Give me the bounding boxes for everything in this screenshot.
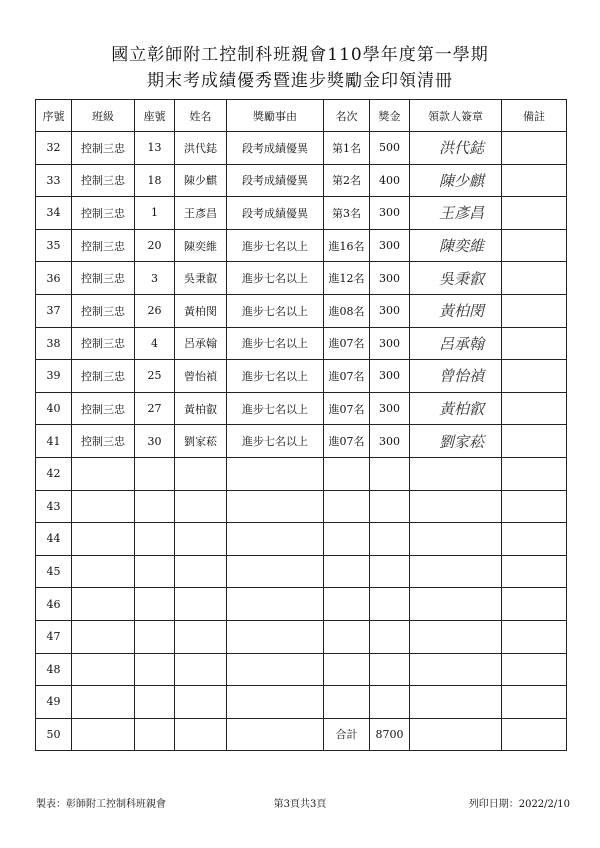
table-row — [36, 555, 567, 588]
cell-seq: 36 — [36, 262, 72, 295]
cell-amount — [370, 555, 410, 588]
table-row — [36, 262, 567, 295]
cell-rank — [324, 653, 370, 686]
cell-name — [175, 718, 227, 751]
cell-name — [175, 588, 227, 621]
cell-seat — [135, 490, 175, 523]
cell-class: 控制三忠 — [72, 360, 135, 393]
cell-class — [72, 686, 135, 719]
table-row — [36, 523, 567, 556]
table-row — [36, 686, 567, 719]
cell-class: 控制三忠 — [72, 164, 135, 197]
cell-name — [175, 620, 227, 653]
cell-rank: 第3名 — [324, 197, 370, 230]
cell-rank — [324, 555, 370, 588]
cell-amount: 300 — [370, 360, 410, 393]
header-reason: 獎勵事由 — [227, 100, 324, 132]
cell-seq: 50 — [36, 718, 72, 751]
cell-remarks — [502, 164, 567, 197]
cell-seat — [135, 620, 175, 653]
cell-reason: 進步七名以上 — [227, 327, 324, 360]
cell-signature — [410, 718, 502, 751]
document-subtitle: 期末考成績優秀暨進步獎勵金印領清冊 — [147, 71, 453, 91]
award-roster-table — [35, 99, 567, 751]
table-row — [36, 457, 567, 490]
cell-seat: 1 — [135, 197, 175, 230]
cell-seat — [135, 653, 175, 686]
cell-name: 陳奕維 — [175, 229, 227, 262]
cell-remarks — [502, 392, 567, 425]
cell-seat — [135, 686, 175, 719]
footer-maker: 製表：彰師附工控制科班親會 — [36, 799, 166, 810]
cell-remarks — [502, 132, 567, 165]
table-header-row — [36, 100, 567, 132]
cell-rank — [324, 457, 370, 490]
cell-seq: 49 — [36, 686, 72, 719]
cell-signature: 洪代鋕 — [410, 132, 502, 165]
table-row — [36, 718, 567, 751]
cell-reason: 進步七名以上 — [227, 262, 324, 295]
table-body — [36, 132, 567, 751]
cell-signature: 吳秉叡 — [410, 262, 502, 295]
cell-rank — [324, 588, 370, 621]
table-row — [36, 229, 567, 262]
cell-seq: 40 — [36, 392, 72, 425]
cell-class — [72, 523, 135, 556]
cell-signature — [410, 653, 502, 686]
cell-class: 控制三忠 — [72, 262, 135, 295]
cell-amount: 300 — [370, 425, 410, 458]
cell-seat: 20 — [135, 229, 175, 262]
footer-page-number: 第3頁共3頁 — [273, 799, 327, 810]
cell-reason — [227, 523, 324, 556]
cell-rank: 合計 — [324, 718, 370, 751]
header-seat: 座號 — [135, 100, 175, 132]
cell-amount: 300 — [370, 392, 410, 425]
cell-signature: 曾怡禎 — [410, 360, 502, 393]
cell-class: 控制三忠 — [72, 229, 135, 262]
cell-amount — [370, 620, 410, 653]
table-row — [36, 490, 567, 523]
cell-name — [175, 490, 227, 523]
cell-seat: 25 — [135, 360, 175, 393]
cell-seq: 37 — [36, 294, 72, 327]
cell-seq: 41 — [36, 425, 72, 458]
cell-seat: 26 — [135, 294, 175, 327]
cell-signature — [410, 620, 502, 653]
header-seq: 序號 — [36, 100, 72, 132]
cell-reason: 進步七名以上 — [227, 392, 324, 425]
cell-reason: 進步七名以上 — [227, 294, 324, 327]
header-name: 姓名 — [175, 100, 227, 132]
cell-seat: 30 — [135, 425, 175, 458]
cell-reason: 段考成績優異 — [227, 132, 324, 165]
cell-remarks — [502, 425, 567, 458]
cell-class — [72, 555, 135, 588]
cell-name: 黃柏叡 — [175, 392, 227, 425]
cell-amount: 300 — [370, 294, 410, 327]
cell-name: 洪代鋕 — [175, 132, 227, 165]
cell-seat: 13 — [135, 132, 175, 165]
cell-class — [72, 653, 135, 686]
table-row — [36, 360, 567, 393]
cell-amount: 300 — [370, 327, 410, 360]
cell-name: 劉家菘 — [175, 425, 227, 458]
cell-seq: 46 — [36, 588, 72, 621]
cell-remarks — [502, 523, 567, 556]
cell-amount — [370, 523, 410, 556]
cell-rank — [324, 620, 370, 653]
cell-signature — [410, 588, 502, 621]
table-row — [36, 425, 567, 458]
cell-name: 吳秉叡 — [175, 262, 227, 295]
header-remarks: 備註 — [502, 100, 567, 132]
cell-amount — [370, 588, 410, 621]
cell-signature — [410, 457, 502, 490]
cell-seq: 34 — [36, 197, 72, 230]
header-class: 班級 — [72, 100, 135, 132]
cell-name — [175, 555, 227, 588]
cell-seat: 18 — [135, 164, 175, 197]
cell-class — [72, 457, 135, 490]
cell-class — [72, 620, 135, 653]
cell-signature: 黃柏閔 — [410, 294, 502, 327]
cell-reason — [227, 620, 324, 653]
cell-seat — [135, 718, 175, 751]
cell-name: 王彥昌 — [175, 197, 227, 230]
cell-rank: 進07名 — [324, 425, 370, 458]
cell-remarks — [502, 555, 567, 588]
cell-signature: 呂承翰 — [410, 327, 502, 360]
cell-reason — [227, 653, 324, 686]
cell-name — [175, 457, 227, 490]
table-row — [36, 588, 567, 621]
cell-remarks — [502, 360, 567, 393]
cell-name — [175, 653, 227, 686]
cell-amount — [370, 653, 410, 686]
cell-seq: 47 — [36, 620, 72, 653]
cell-reason: 段考成績優異 — [227, 197, 324, 230]
cell-amount: 8700 — [370, 718, 410, 751]
cell-class: 控制三忠 — [72, 197, 135, 230]
cell-seat: 3 — [135, 262, 175, 295]
cell-rank: 進07名 — [324, 327, 370, 360]
table-row — [36, 197, 567, 230]
cell-signature — [410, 555, 502, 588]
cell-signature: 黃柏叡 — [410, 392, 502, 425]
cell-rank — [324, 523, 370, 556]
cell-seat: 27 — [135, 392, 175, 425]
cell-seq: 39 — [36, 360, 72, 393]
table-row — [36, 392, 567, 425]
cell-class — [72, 718, 135, 751]
cell-rank — [324, 686, 370, 719]
cell-remarks — [502, 653, 567, 686]
cell-seat — [135, 588, 175, 621]
cell-seq: 42 — [36, 457, 72, 490]
cell-seq: 48 — [36, 653, 72, 686]
cell-seq: 35 — [36, 229, 72, 262]
cell-amount: 300 — [370, 262, 410, 295]
cell-remarks — [502, 620, 567, 653]
cell-remarks — [502, 718, 567, 751]
cell-remarks — [502, 490, 567, 523]
cell-rank: 進08名 — [324, 294, 370, 327]
header-signature: 領款人簽章 — [410, 100, 502, 132]
cell-class — [72, 490, 135, 523]
cell-reason: 進步七名以上 — [227, 229, 324, 262]
cell-reason — [227, 588, 324, 621]
cell-reason — [227, 686, 324, 719]
table-row — [36, 653, 567, 686]
cell-rank: 進12名 — [324, 262, 370, 295]
cell-remarks — [502, 686, 567, 719]
footer-print-date: 列印日期：2022/2/10 — [468, 799, 570, 810]
cell-amount — [370, 457, 410, 490]
cell-remarks — [502, 229, 567, 262]
cell-amount — [370, 686, 410, 719]
cell-name: 曾怡禎 — [175, 360, 227, 393]
cell-seat — [135, 457, 175, 490]
cell-class — [72, 588, 135, 621]
cell-rank: 進16名 — [324, 229, 370, 262]
cell-reason — [227, 555, 324, 588]
cell-seq: 45 — [36, 555, 72, 588]
cell-reason: 進步七名以上 — [227, 360, 324, 393]
cell-seq: 33 — [36, 164, 72, 197]
cell-signature: 陳奕維 — [410, 229, 502, 262]
cell-class: 控制三忠 — [72, 425, 135, 458]
cell-rank: 第1名 — [324, 132, 370, 165]
cell-rank: 第2名 — [324, 164, 370, 197]
cell-signature — [410, 686, 502, 719]
cell-name — [175, 686, 227, 719]
cell-class: 控制三忠 — [72, 132, 135, 165]
document-title: 國立彰師附工控制科班親會110學年度第一學期 — [111, 45, 489, 65]
table-row — [36, 132, 567, 165]
cell-name — [175, 523, 227, 556]
cell-rank: 進07名 — [324, 392, 370, 425]
table-row — [36, 164, 567, 197]
cell-seq: 32 — [36, 132, 72, 165]
cell-remarks — [502, 262, 567, 295]
cell-reason: 進步七名以上 — [227, 425, 324, 458]
cell-signature — [410, 490, 502, 523]
cell-class: 控制三忠 — [72, 392, 135, 425]
cell-seat: 4 — [135, 327, 175, 360]
cell-seat — [135, 555, 175, 588]
cell-remarks — [502, 294, 567, 327]
header-amount: 獎金 — [370, 100, 410, 132]
cell-name: 陳少麒 — [175, 164, 227, 197]
cell-name: 黃柏閔 — [175, 294, 227, 327]
cell-amount: 300 — [370, 229, 410, 262]
cell-signature: 王彥昌 — [410, 197, 502, 230]
cell-amount — [370, 490, 410, 523]
header-rank: 名次 — [324, 100, 370, 132]
table-row — [36, 620, 567, 653]
cell-remarks — [502, 457, 567, 490]
cell-seat — [135, 523, 175, 556]
cell-seq: 44 — [36, 523, 72, 556]
cell-seq: 43 — [36, 490, 72, 523]
cell-signature: 劉家菘 — [410, 425, 502, 458]
cell-reason — [227, 457, 324, 490]
cell-amount: 300 — [370, 197, 410, 230]
cell-name: 呂承翰 — [175, 327, 227, 360]
cell-rank: 進07名 — [324, 360, 370, 393]
cell-signature: 陳少麒 — [410, 164, 502, 197]
cell-remarks — [502, 327, 567, 360]
cell-rank — [324, 490, 370, 523]
cell-class: 控制三忠 — [72, 294, 135, 327]
cell-reason: 段考成績優異 — [227, 164, 324, 197]
cell-seq: 38 — [36, 327, 72, 360]
cell-amount: 500 — [370, 132, 410, 165]
cell-reason — [227, 490, 324, 523]
table-row — [36, 294, 567, 327]
cell-signature — [410, 523, 502, 556]
table-row — [36, 327, 567, 360]
cell-remarks — [502, 197, 567, 230]
cell-remarks — [502, 588, 567, 621]
cell-reason — [227, 718, 324, 751]
cell-amount: 400 — [370, 164, 410, 197]
cell-class: 控制三忠 — [72, 327, 135, 360]
